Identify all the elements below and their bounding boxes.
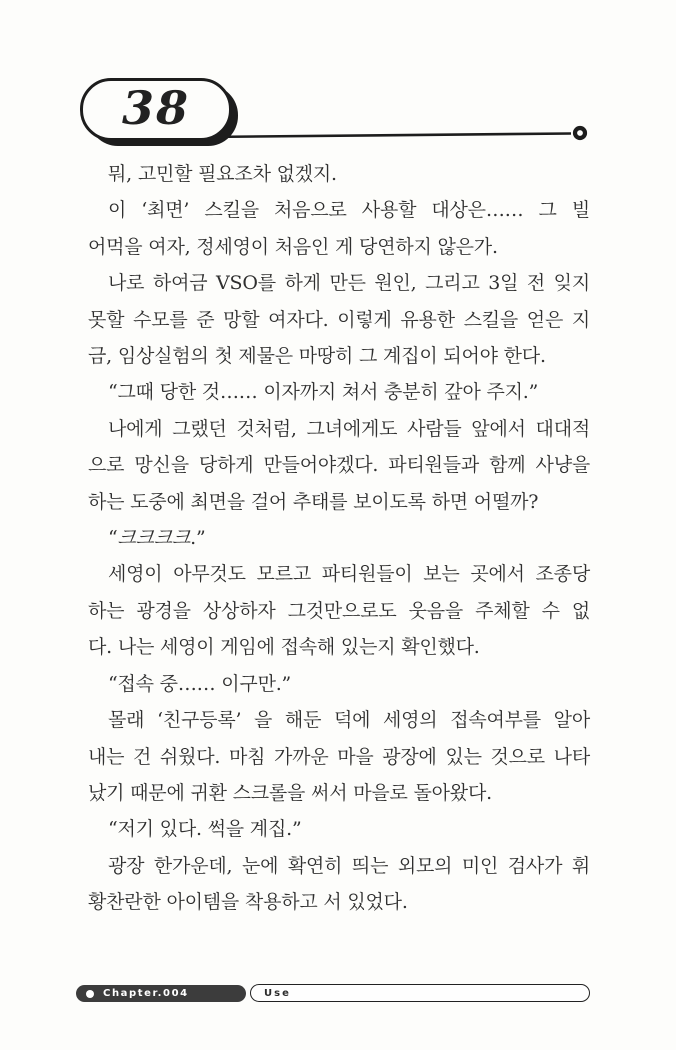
text-segment: 어먹을 여자, 정세영이 처음인 게 당연하지 않은가. bbox=[88, 235, 498, 258]
text-segment: 나에게 그랬던 것처럼, 그녀에게도 사람들 앞에서 대대적 bbox=[108, 417, 590, 440]
text-segment: 났기 때문에 귀환 스크롤을 써서 마을로 돌아왔다. bbox=[88, 781, 492, 804]
text-segment: “접속 중…… 이구만.” bbox=[108, 672, 292, 695]
text-line bbox=[88, 739, 590, 775]
text-line bbox=[88, 484, 590, 520]
text-segment: 황찬란한 아이템을 착용하고 서 있었다. bbox=[88, 891, 408, 914]
text-line bbox=[88, 338, 590, 374]
text-segment: 세영이 아무것도 모르고 파티원들이 보는 곳에서 조종당 bbox=[108, 563, 590, 586]
text-segment: “ bbox=[108, 527, 118, 550]
text-segment: 몰래 ‘친구등록’ 을 해둔 덕에 세영의 접속여부를 알아 bbox=[108, 709, 590, 732]
ring-icon bbox=[575, 128, 585, 138]
chapter-label: Chapter.004 bbox=[103, 988, 189, 999]
text-segment: 하는 광경을 상상하자 그것만으로도 웃음을 주체할 수 없 bbox=[88, 599, 590, 622]
text-segment: 내는 건 쉬웠다. 마침 가까운 마을 광장에 있는 것으로 나타 bbox=[88, 745, 590, 768]
text-segment: 이 ‘최면’ 스킬을 처음으로 사용할 대상은…… 그 빌 bbox=[108, 199, 590, 222]
italic-text-segment: 크크크크 bbox=[117, 527, 191, 550]
text-segment: 광장 한가운데, 눈에 확연히 띄는 외모의 미인 검사가 휘 bbox=[108, 854, 590, 877]
text-segment: 하는 도중에 최면을 걸어 추태를 보이도록 하면 어떨까? bbox=[88, 490, 539, 513]
text-line bbox=[88, 192, 590, 228]
text-line bbox=[88, 520, 590, 556]
text-line bbox=[88, 702, 590, 738]
text-line bbox=[88, 556, 590, 592]
text-line bbox=[88, 447, 590, 483]
text-line bbox=[88, 302, 590, 338]
text-segment: 으로 망신을 당하게 만들어야겠다. 파티원들과 함께 사냥을 bbox=[88, 454, 590, 477]
section-label: Use bbox=[264, 987, 291, 999]
text-line bbox=[88, 229, 590, 265]
text-segment: 못할 수모를 준 망할 여자다. 이렇게 유용한 스킬을 얻은 지 bbox=[88, 308, 590, 331]
text-segment: 다. 나는 세영이 게임에 접속해 있는지 확인했다. bbox=[88, 636, 480, 659]
text-line bbox=[88, 848, 590, 884]
body-text bbox=[88, 156, 590, 921]
text-line bbox=[88, 775, 590, 811]
text-segment: 나로 하여금 VSO를 하게 만든 원인, 그리고 3일 전 잊지 bbox=[108, 272, 590, 295]
text-line bbox=[88, 666, 590, 702]
text-line bbox=[88, 593, 590, 629]
section-badge bbox=[250, 984, 590, 1002]
text-segment: 금, 임상실험의 첫 제물은 마땅히 그 계집이 되어야 한다. bbox=[88, 345, 546, 368]
page-number: 38 bbox=[121, 80, 190, 135]
text-segment: “저기 있다. 썩을 계집.” bbox=[108, 818, 302, 841]
page-number-badge bbox=[80, 78, 232, 141]
text-line bbox=[88, 156, 590, 192]
text-line bbox=[88, 374, 590, 410]
text-line bbox=[88, 265, 590, 301]
text-segment: “그때 당한 것…… 이자까지 쳐서 충분히 갚아 주지.” bbox=[108, 381, 539, 404]
text-segment: .” bbox=[190, 527, 206, 550]
chapter-badge bbox=[76, 985, 246, 1002]
text-segment: 뭐, 고민할 필요조차 없겠지. bbox=[108, 163, 337, 185]
text-line bbox=[88, 811, 590, 847]
text-line bbox=[88, 884, 590, 920]
text-line bbox=[88, 411, 590, 447]
text-line bbox=[88, 629, 590, 665]
bullet-icon bbox=[86, 990, 94, 998]
